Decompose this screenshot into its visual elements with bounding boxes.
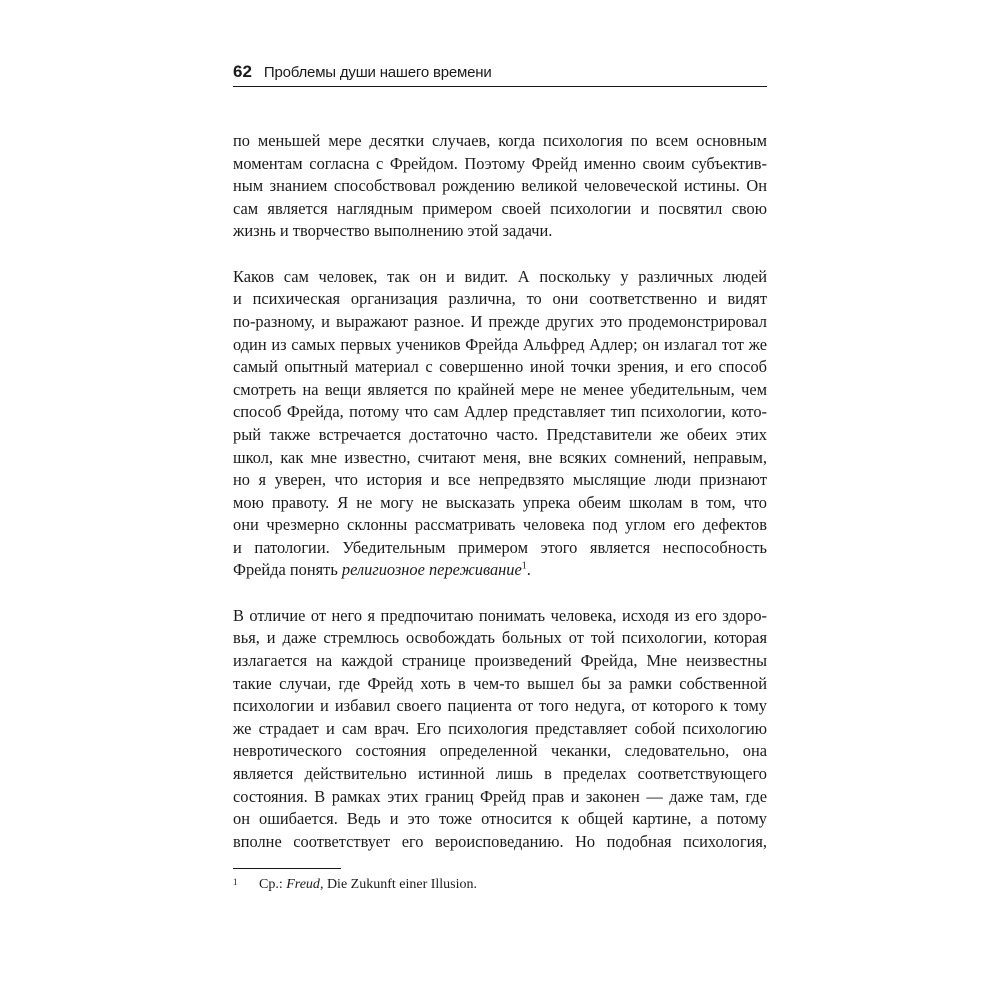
text-line: сам является наглядным примером своей психологии и посвятил свою [233,198,767,218]
text-fragment: . [526,560,531,580]
text-line: по-разному, и выражают разное. И прежде других это продемонстрировал [233,311,767,331]
text-line: школ, как мне известно, считают меня, вне всяких сомнений, неправым, [233,447,767,467]
book-page [233,58,767,938]
text-line: и патологии. Убедительным примером этого является неспособность [233,537,767,557]
footnote [233,876,477,894]
paragraph-2 [233,266,767,582]
paragraph-1 [233,130,767,243]
text-line: смотреть на вещи является по крайней мере не менее убедительным, чем [233,379,767,399]
text-fragment: Фрейда понять [233,560,342,580]
running-head [233,58,767,87]
text-line: один из самых первых учеников Фрейда Альфред Адлер; он излагал тот же [233,334,767,354]
text-line: же страдает и сам врач. Его психология представляет собой психологию [233,718,767,738]
text-line: такие случаи, где Фрейд хоть в чем-то вышел бы за рамки собственной [233,673,767,693]
text-line: по меньшей мере десятки случаев, когда психология по всем основным [233,131,767,150]
text-line: мою правоту. Я не могу не высказать упрека обеим школам в том, что [233,492,767,512]
footnote-divider [233,868,341,869]
text-line: самый опытный материал с совершенно иной точки зрения, и его способ [233,357,767,377]
page-number: 62 [233,62,252,81]
text-line: невротического состояния определенной чеканки, следовательно, она [233,741,767,761]
text-line: является действительно истинной лишь в пределах соответствующего [233,764,767,784]
body-text [233,130,767,876]
text-line: состояния. В рамках этих границ Фрейд прав и законен — даже там, где [233,786,767,806]
text-line: моментам согласна с Фрейдом. Поэтому Фрейд именно своим субъектив- [233,153,767,173]
text-line-with-footnote [233,559,767,582]
footnote-author: Freud [286,877,320,892]
text-line: психологии и избавил своего пациента от того недуга, от которого к тому [233,696,767,716]
text-line: и психическая организация различна, то они соответственно и видят [233,289,767,309]
text-line: способ Фрейда, потому что сам Адлер представляет тип психологии, кото- [233,402,767,422]
text-line: он ошибается. Ведь и это тоже относится к общей картине, а потому [233,809,767,829]
text-line: Каков сам человек, так он и видит. А поскольку у различных людей [233,266,767,286]
footnote-reference[interactable]: 1 [521,561,527,573]
text-line: они чрезмерно склонны рассматривать человека под углом его дефектов [233,515,767,535]
footnote-mark: 1 [233,877,238,887]
text-line: вполне соответствует его вероисповеданию. Но подобная психология, [233,831,767,851]
footnote-title: , Die Zukunft einer Illusion. [319,877,478,892]
footnote-prefix: Ср.: [259,877,287,892]
text-line: но я уверен, что история и все непредвзято мыслящие люди признают [233,470,767,490]
running-title: Проблемы души нашего времени [263,64,492,81]
emphasized-phrase: религиозное переживание [341,560,522,580]
text-line: рый также встречается достаточно часто. Представители же обеих этих [233,424,767,444]
text-line: излагается на каждой странице произведений Фрейда, Мне неизвестны [233,651,767,671]
text-line: ным знанием способствовал рождению великой человеческой истины. Он [233,176,767,196]
paragraph-3 [233,605,767,854]
footnote-text [259,876,477,894]
text-line: жизнь и творчество выполнению этой задачи. [233,221,553,241]
text-line: В отличие от него я предпочитаю понимать человека, исходя из его здоро- [233,605,767,625]
text-line: вья, и даже стремлюсь освобождать больных от той психологии, которая [233,628,767,648]
